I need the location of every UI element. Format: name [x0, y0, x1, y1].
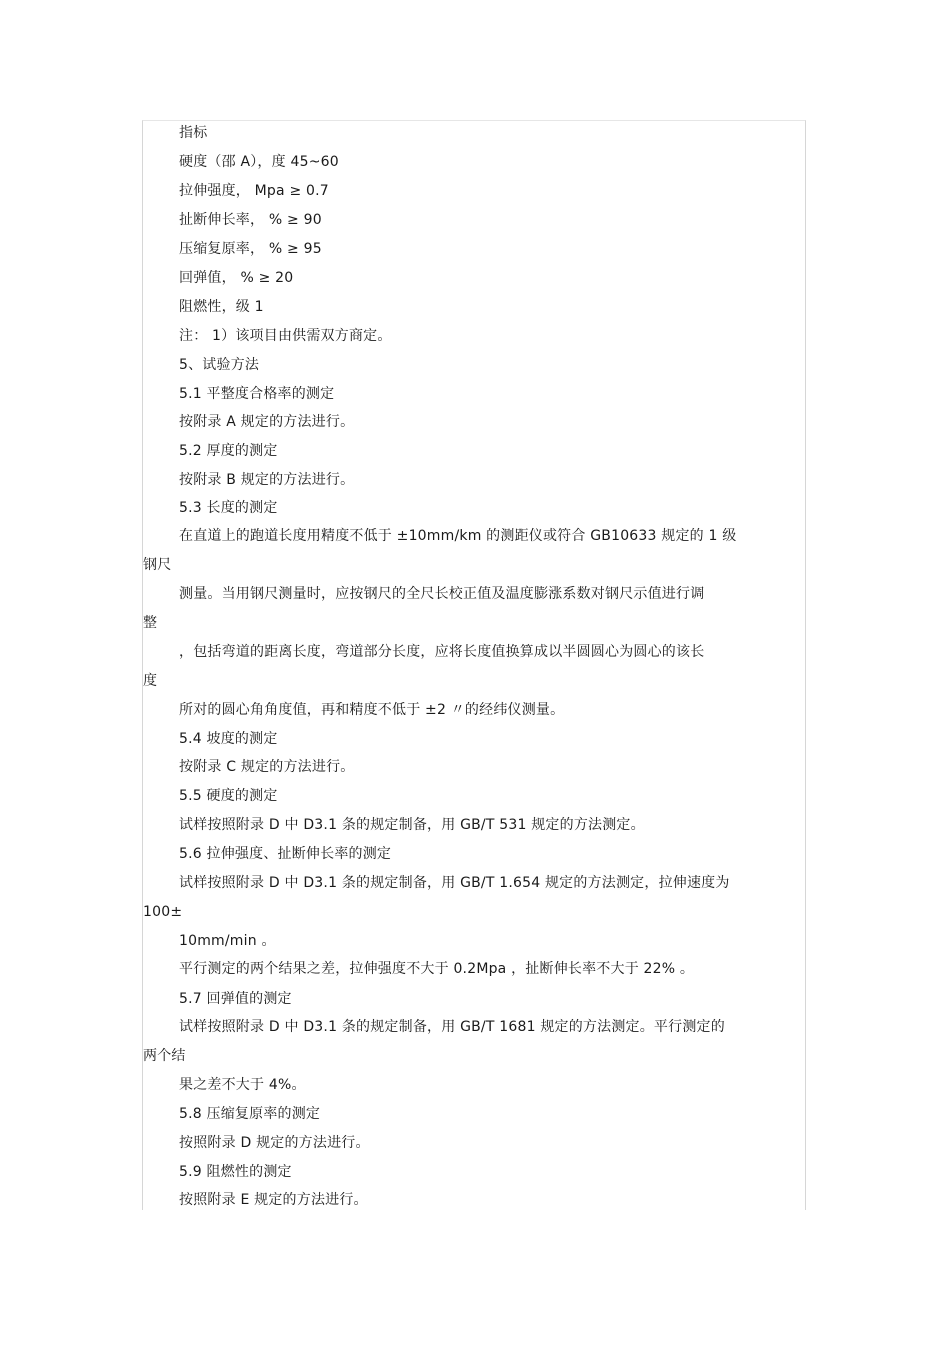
text-line: 硬度（邵 A），度 45~60 — [179, 154, 339, 170]
text-line: 度 — [143, 673, 158, 689]
subsection-heading: 5.6 拉伸强度、扯断伸长率的测定 — [179, 846, 392, 862]
subsection-heading: 5.4 坡度的测定 — [179, 731, 278, 747]
text-line: 在直道上的跑道长度用精度不低于 ±10mm/km 的测距仪或符合 GB10633 规定的 1 级 — [179, 528, 737, 544]
text-line: 按附录 C 规定的方法进行。 — [179, 759, 355, 775]
subsection-heading: 5.8 压缩复原率的测定 — [179, 1106, 321, 1122]
text-line: ，包括弯道的距离长度，弯道部分长度，应将长度值换算成以半圆圆心为圆心的该长 — [179, 644, 705, 660]
text-line: 试样按照附录 D 中 D3.1 条的规定制备，用 GB/T 1.654 规定的方法测定，拉伸速度为 — [179, 875, 730, 891]
text-line: 钢尺 — [143, 557, 172, 573]
text-line: 两个结 — [143, 1048, 186, 1064]
text-line: 100± — [143, 904, 183, 920]
text-line: 10mm/min 。 — [179, 933, 276, 949]
text-line: 按照附录 D 规定的方法进行。 — [179, 1135, 370, 1151]
text-line: 果之差不大于 4%。 — [179, 1077, 306, 1093]
text-line: 平行测定的两个结果之差，拉伸强度不大于 0.2Mpa ，扯断伸长率不大于 22% 。 — [179, 961, 695, 977]
subsection-heading: 5.3 长度的测定 — [179, 500, 278, 516]
text-line: 按附录 B 规定的方法进行。 — [179, 472, 355, 488]
text-line: 按照附录 E 规定的方法进行。 — [179, 1192, 368, 1208]
subsection-heading: 5.7 回弹值的测定 — [179, 991, 292, 1007]
text-line: 测量。当用钢尺测量时，应按钢尺的全尺长校正值及温度膨涨系数对钢尺示值进行调 — [179, 586, 705, 602]
text-line: 指标 — [179, 125, 208, 141]
section-heading: 5、试验方法 — [179, 357, 260, 373]
text-line: 阻燃性，级 1 — [179, 299, 264, 315]
text-line: 按附录 A 规定的方法进行。 — [179, 414, 355, 430]
text-line: 试样按照附录 D 中 D3.1 条的规定制备，用 GB/T 531 规定的方法测定。 — [179, 817, 645, 833]
text-line: 压缩复原率， % ≥ 95 — [179, 241, 322, 257]
text-line: 回弹值， % ≥ 20 — [179, 270, 294, 286]
text-line: 扯断伸长率， % ≥ 90 — [179, 212, 322, 228]
text-line: 注： 1）该项目由供需双方商定。 — [179, 328, 392, 344]
subsection-heading: 5.1 平整度合格率的测定 — [179, 386, 335, 402]
text-line: 试样按照附录 D 中 D3.1 条的规定制备，用 GB/T 1681 规定的方法测定。平行测定的 — [179, 1019, 725, 1035]
subsection-heading: 5.2 厚度的测定 — [179, 443, 278, 459]
subsection-heading: 5.9 阻燃性的测定 — [179, 1164, 292, 1180]
subsection-heading: 5.5 硬度的测定 — [179, 788, 278, 804]
text-line: 拉伸强度， Mpa ≥ 0.7 — [179, 183, 329, 199]
text-line: 所对的圆心角角度值，再和精度不低于 ±2 〃的经纬仪测量。 — [179, 702, 565, 718]
text-line: 整 — [143, 615, 158, 631]
